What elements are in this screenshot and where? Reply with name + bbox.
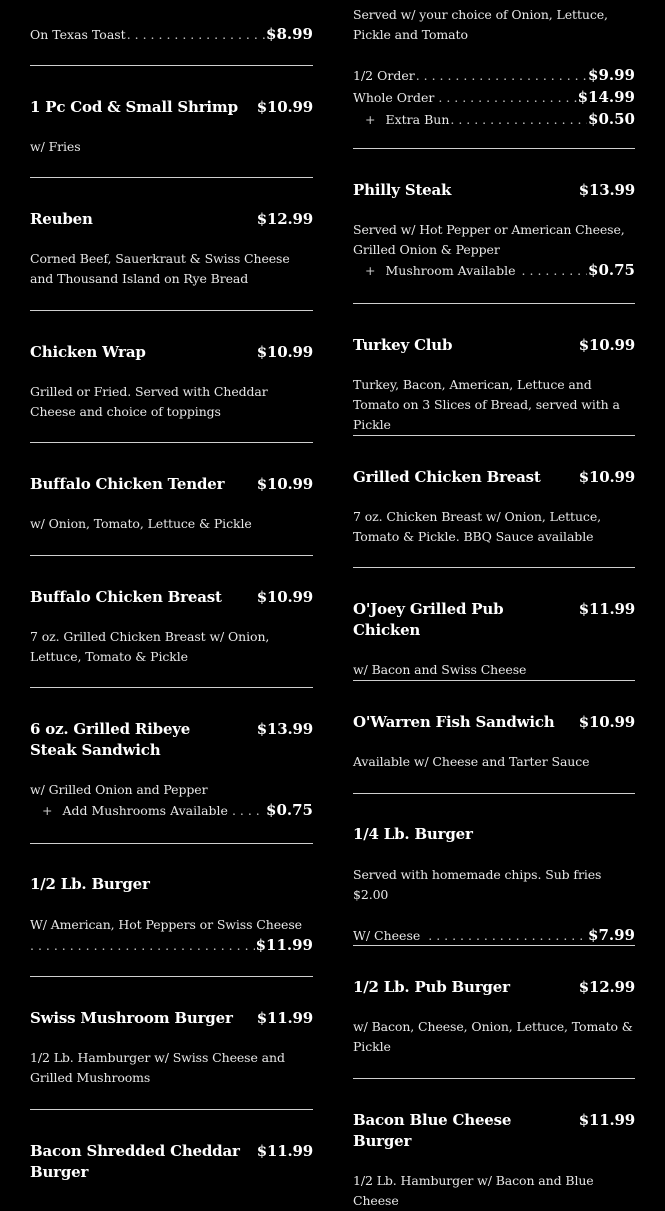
item-price: $10.99 [256, 98, 313, 116]
option-label: Whole Order [353, 90, 435, 105]
option-row [353, 65, 635, 86]
item-price: $12.99 [578, 978, 635, 996]
item-description: w/ Bacon and Swiss Cheese [353, 662, 527, 677]
item-description: Available w/ Cheese and Tarter Sauce [353, 754, 590, 769]
divider [30, 65, 313, 66]
item-description: 7 oz. Grilled Chicken Breast w/ Onion, Lettuce, Tomato & Pickle [30, 629, 270, 664]
divider [30, 976, 313, 977]
menu-item-partial-top-left [30, 24, 313, 45]
item-price: $11.99 [578, 600, 635, 618]
divider [30, 442, 313, 443]
dot-leader [438, 88, 576, 108]
option-row [30, 24, 313, 45]
item-title: 1 Pc Cod & Small Shrimp [30, 98, 238, 116]
menu-item-cod-shrimp [30, 97, 313, 157]
addon-price: $0.75 [588, 261, 635, 279]
divider [353, 303, 635, 304]
item-description: W/ American, Hot Peppers or Swiss Cheese [30, 917, 302, 932]
menu-item-owarren-fish [353, 712, 635, 772]
item-title: 1/4 Lb. Burger [353, 825, 473, 843]
item-description: Served w/ your choice of Onion, Lettuce, Pickle and Tomato [353, 7, 608, 42]
divider [30, 687, 313, 688]
addon-row [353, 260, 635, 281]
item-title: Reuben [30, 210, 93, 228]
item-description: w/ Bacon, Cheese, Onion, Lettuce, Tomato & Pickle [353, 1019, 633, 1054]
menu-item-buffalo-chicken-breast [30, 587, 313, 667]
item-description: 7 oz. Chicken Breast w/ Onion, Lettuce, Tomato & Pickle. BBQ Sauce available [353, 509, 601, 544]
option-label: On Texas Toast [30, 27, 126, 42]
menu-item-half-lb-pub-burger [353, 977, 635, 1057]
item-description: Served with homemade chips. Sub fries $2.00 [353, 867, 602, 902]
item-title: O'Warren Fish Sandwich [353, 713, 555, 731]
item-description: 1/2 Lb. Hamburger w/ Swiss Cheese and Grilled Mushrooms [30, 1050, 285, 1085]
option-row [353, 925, 635, 946]
item-description: Corned Beef, Sauerkraut & Swiss Cheese and Thousand Island on Rye Bread [30, 251, 290, 286]
item-title: Turkey Club [353, 336, 453, 354]
divider [30, 843, 313, 844]
price-row [30, 935, 313, 956]
item-price: $11.99 [578, 1111, 635, 1129]
addon-label: Add Mushrooms Available [62, 803, 228, 818]
item-price: $10.99 [256, 588, 313, 606]
item-title: Philly Steak [353, 181, 452, 199]
item-price: $11.99 [255, 936, 313, 954]
dot-leader [450, 110, 587, 130]
addon-price: $0.75 [266, 801, 313, 819]
menu-item-ojoey-pub-chicken [353, 599, 635, 680]
divider [353, 945, 635, 946]
addon-label: Extra Bun [385, 112, 450, 127]
item-title: Grilled Chicken Breast [353, 468, 541, 486]
menu-item-bacon-cheddar-burger [30, 1141, 313, 1183]
addon-row [353, 109, 635, 130]
plus-icon: + [365, 263, 376, 278]
option-price: $14.99 [577, 88, 635, 106]
item-price: $13.99 [578, 181, 635, 199]
menu-item-chicken-wrap [30, 342, 313, 422]
menu-item-bacon-blue-cheese-burger [353, 1110, 635, 1211]
item-title: Bacon Blue Cheese Burger [353, 1111, 512, 1150]
addon-price: $0.50 [588, 110, 635, 128]
menu-item-philly-steak [353, 180, 635, 281]
option-label: 1/2 Order [353, 68, 415, 83]
divider [30, 555, 313, 556]
item-title: Swiss Mushroom Burger [30, 1009, 233, 1027]
option-price: $8.99 [266, 25, 313, 43]
divider [353, 793, 635, 794]
item-title: Buffalo Chicken Tender [30, 475, 225, 493]
item-price: $10.99 [256, 343, 313, 361]
dot-leader [232, 801, 265, 821]
menu-item-reuben [30, 209, 313, 289]
item-price: $10.99 [256, 475, 313, 493]
menu-item-turkey-club [353, 335, 635, 435]
plus-icon: + [365, 112, 376, 127]
item-description: 1/2 Lb. Hamburger w/ Bacon and Blue Cheese [353, 1173, 594, 1208]
plus-icon: + [42, 803, 53, 818]
menu-item-half-lb-burger [30, 874, 313, 956]
item-title: 6 oz. Grilled Ribeye Steak Sandwich [30, 720, 191, 759]
addon-row [30, 800, 313, 821]
item-price: $10.99 [578, 336, 635, 354]
menu-item-partial-top-right [353, 5, 635, 130]
item-title: O'Joey Grilled Pub Chicken [353, 600, 504, 639]
item-title: Buffalo Chicken Breast [30, 588, 222, 606]
dot-leader [30, 936, 255, 956]
divider [353, 567, 635, 568]
option-label: W/ Cheese [353, 928, 421, 943]
menu-item-buffalo-chicken-tender [30, 474, 313, 534]
item-description: w/ Onion, Tomato, Lettuce & Pickle [30, 516, 252, 531]
option-price: $7.99 [588, 926, 635, 944]
divider [353, 1078, 635, 1079]
dot-leader [428, 926, 587, 946]
menu-item-grilled-chicken-breast [353, 467, 635, 547]
option-row [353, 87, 635, 108]
menu-item-quarter-lb-burger [353, 824, 635, 946]
menu-item-swiss-mushroom-burger [30, 1008, 313, 1088]
item-price: $13.99 [256, 720, 313, 738]
divider [30, 177, 313, 178]
dot-leader [416, 66, 587, 86]
item-price: $11.99 [256, 1009, 313, 1027]
item-description: w/ Grilled Onion and Pepper [30, 782, 208, 797]
item-price: $12.99 [256, 210, 313, 228]
item-title: Bacon Shredded Cheddar Burger [30, 1142, 240, 1181]
divider [353, 148, 635, 149]
item-description: Grilled or Fried. Served with Cheddar Cheese and choice of toppings [30, 384, 268, 419]
menu-item-ribeye-steak [30, 719, 313, 821]
addon-label: Mushroom Available [385, 263, 516, 278]
divider [353, 435, 635, 436]
item-description: Turkey, Bacon, American, Lettuce and Tomato on 3 Slices of Bread, served with a Pickle [353, 377, 620, 432]
item-title: Chicken Wrap [30, 343, 146, 361]
divider [30, 310, 313, 311]
item-price: $11.99 [256, 1142, 313, 1160]
divider [353, 680, 635, 681]
item-price: $10.99 [578, 468, 635, 486]
dot-leader [127, 25, 265, 45]
item-price: $10.99 [578, 713, 635, 731]
dot-leader [522, 261, 587, 281]
divider [30, 1109, 313, 1110]
item-title: 1/2 Lb. Pub Burger [353, 978, 510, 996]
item-description: w/ Fries [30, 139, 81, 154]
item-title: 1/2 Lb. Burger [30, 875, 150, 893]
option-price: $9.99 [588, 66, 635, 84]
item-description: Served w/ Hot Pepper or American Cheese, Grilled Onion & Pepper [353, 222, 625, 257]
